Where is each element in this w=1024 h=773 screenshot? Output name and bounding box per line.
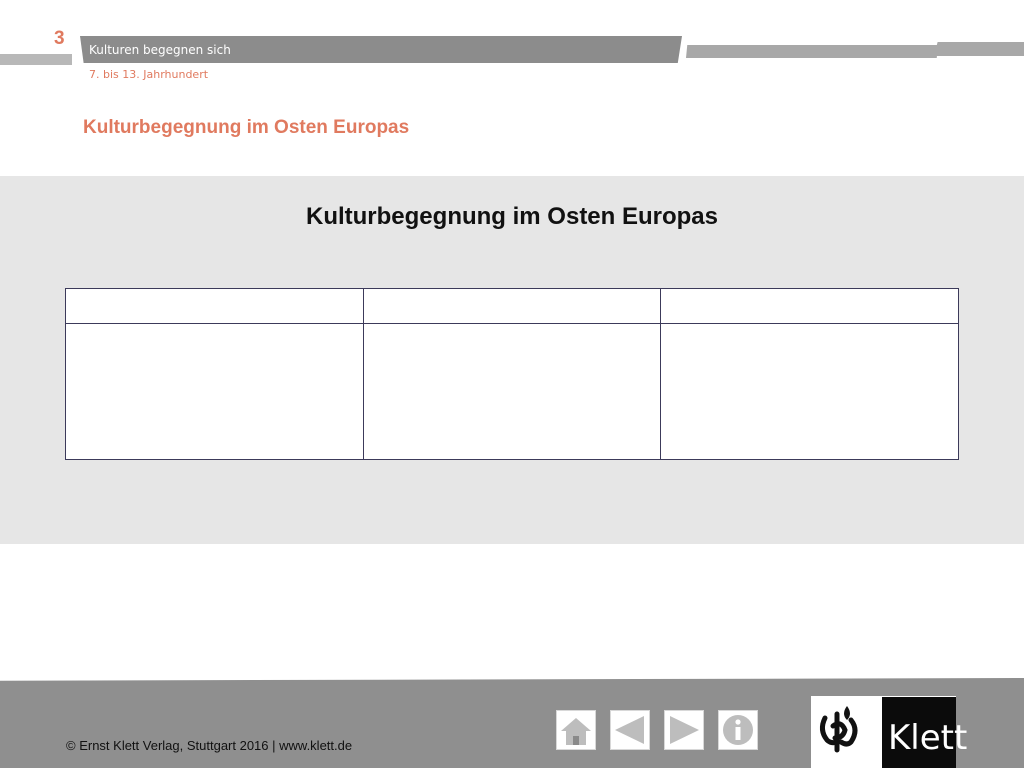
- arrow-right-icon: [665, 711, 703, 749]
- chapter-title: Kulturen begegnen sich: [89, 43, 231, 57]
- previous-button[interactable]: [610, 710, 650, 750]
- page-title: Kulturbegegnung im Osten Europas: [305, 203, 719, 230]
- chapter-subtitle: 7. bis 13. Jahrhundert: [89, 68, 209, 81]
- home-button[interactable]: [556, 710, 596, 750]
- copyright-text: © Ernst Klett Verlag, Stuttgart 2016 | www.klett.de: [66, 738, 353, 753]
- info-button[interactable]: [718, 710, 758, 750]
- info-icon: [719, 711, 757, 749]
- next-button[interactable]: [664, 710, 704, 750]
- table-header-cell[interactable]: [66, 289, 364, 324]
- table-cell[interactable]: [661, 324, 959, 460]
- page-heading: Kulturbegegnung im Osten Europas: [83, 117, 410, 138]
- table-header-cell[interactable]: [363, 289, 661, 324]
- klett-logo-text: Klett: [888, 718, 968, 758]
- home-icon: [557, 711, 595, 749]
- content-panel: [0, 176, 1024, 544]
- arrow-left-icon: [611, 711, 649, 749]
- header-bar-right: [686, 45, 938, 58]
- worksheet-table: [65, 288, 959, 460]
- table-header-row: [66, 289, 959, 324]
- table-row: [66, 324, 959, 460]
- table-header-cell[interactable]: [661, 289, 959, 324]
- klett-emblem-icon: [811, 696, 883, 768]
- table-cell[interactable]: [363, 324, 661, 460]
- header-bar-right-end: [934, 42, 1024, 56]
- header-bar-left: [0, 54, 72, 65]
- chapter-number: 3: [54, 28, 65, 49]
- table-cell[interactable]: [66, 324, 364, 460]
